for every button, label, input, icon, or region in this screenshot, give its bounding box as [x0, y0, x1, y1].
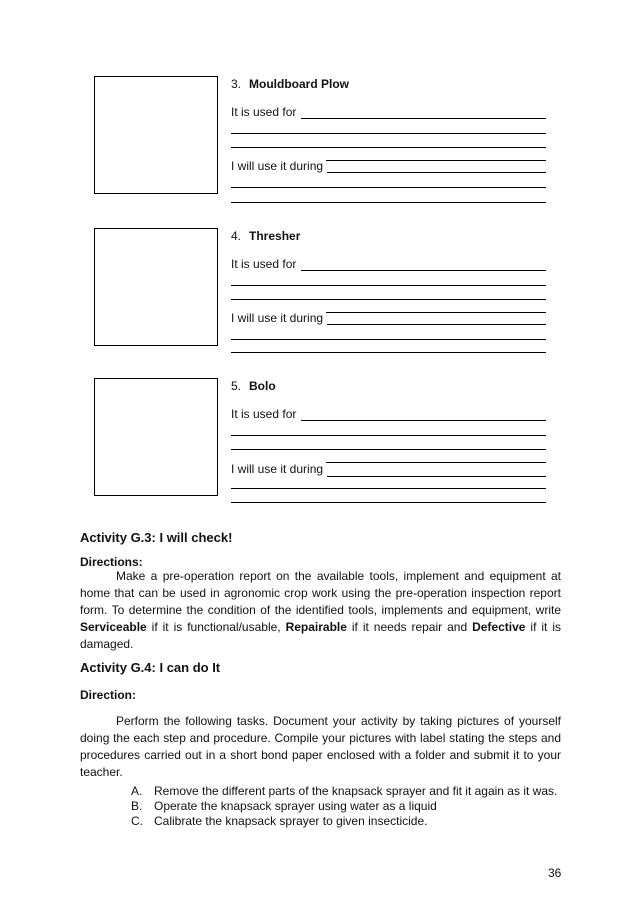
answer-line — [301, 420, 546, 421]
task-letter: A. — [131, 784, 143, 798]
tool-name: Bolo — [249, 379, 276, 393]
answer-line — [327, 324, 546, 325]
task-text: Remove the different parts of the knapsack sprayer and fit it again as it was. — [154, 784, 558, 798]
tool-name: Thresher — [249, 229, 301, 243]
answer-line — [301, 270, 546, 271]
answer-line — [231, 502, 546, 503]
tool-heading — [231, 77, 349, 91]
activity-g4-direction-label: Direction: — [80, 688, 137, 702]
answer-line — [231, 285, 546, 286]
answer-line — [231, 435, 546, 436]
answer-line — [231, 202, 546, 203]
used-for-label: It is used for — [231, 407, 299, 421]
answer-line — [327, 476, 546, 477]
activity-g3-directions-label: Directions: — [80, 555, 143, 569]
task-letter: C. — [131, 814, 143, 828]
use-during-label: I will use it during — [231, 462, 326, 476]
tool-number: 4. — [231, 229, 242, 243]
answer-line — [231, 147, 546, 148]
answer-line — [231, 299, 546, 300]
term-defective: Defective — [472, 620, 526, 634]
tool-name: Mouldboard Plow — [249, 77, 350, 91]
task-text: Calibrate the knapsack sprayer to given insecticide. — [154, 814, 428, 828]
directions-text-part: Make a pre-operation report on the available tools, implement and equipment at home that can be used in agronomic crop work using the pre-operation inspection report form. To determine the condition of the identified tools, implements and equipment, write — [80, 569, 561, 617]
activity-g3-directions-text — [80, 568, 561, 653]
answer-line — [231, 488, 546, 489]
activity-g4-title: Activity G.4: I can do It — [80, 660, 221, 675]
tool-heading — [231, 379, 276, 393]
answer-line — [231, 187, 546, 188]
answer-line — [231, 133, 546, 134]
picture-box — [94, 76, 218, 194]
directions-text-part: if it is functional/usable, — [146, 620, 286, 634]
task-letter: B. — [131, 799, 143, 813]
use-during-label: I will use it during — [231, 159, 326, 173]
answer-line — [231, 352, 546, 353]
activity-g3-title: Activity G.3: I will check! — [80, 530, 233, 545]
tool-heading — [231, 229, 300, 243]
activity-g4-direction-text: Perform the following tasks. Document your activity by taking pictures of yourself doing the each step and procedure. Compile your pictures with label stating the steps and procedures carried out in a short bond paper enclosed with a folder and submit it to your teacher. — [80, 714, 561, 779]
use-during-label: I will use it during — [231, 311, 326, 325]
answer-line — [231, 339, 546, 340]
answer-line — [301, 118, 546, 119]
tool-number: 3. — [231, 77, 242, 91]
tool-number: 5. — [231, 379, 242, 393]
picture-box — [94, 228, 218, 346]
used-for-label: It is used for — [231, 257, 299, 271]
answer-line — [231, 449, 546, 450]
picture-box — [94, 378, 218, 496]
page-number: 36 — [548, 866, 562, 880]
directions-text-part: if it needs repair and — [346, 620, 473, 634]
used-for-label: It is used for — [231, 105, 299, 119]
term-serviceable: Serviceable — [80, 620, 147, 634]
term-repairable: Repairable — [285, 620, 347, 634]
directions-text-part: if it is damaged. — [80, 620, 562, 651]
task-text: Operate the knapsack sprayer using water as a liquid — [154, 799, 437, 813]
answer-line — [327, 172, 546, 173]
